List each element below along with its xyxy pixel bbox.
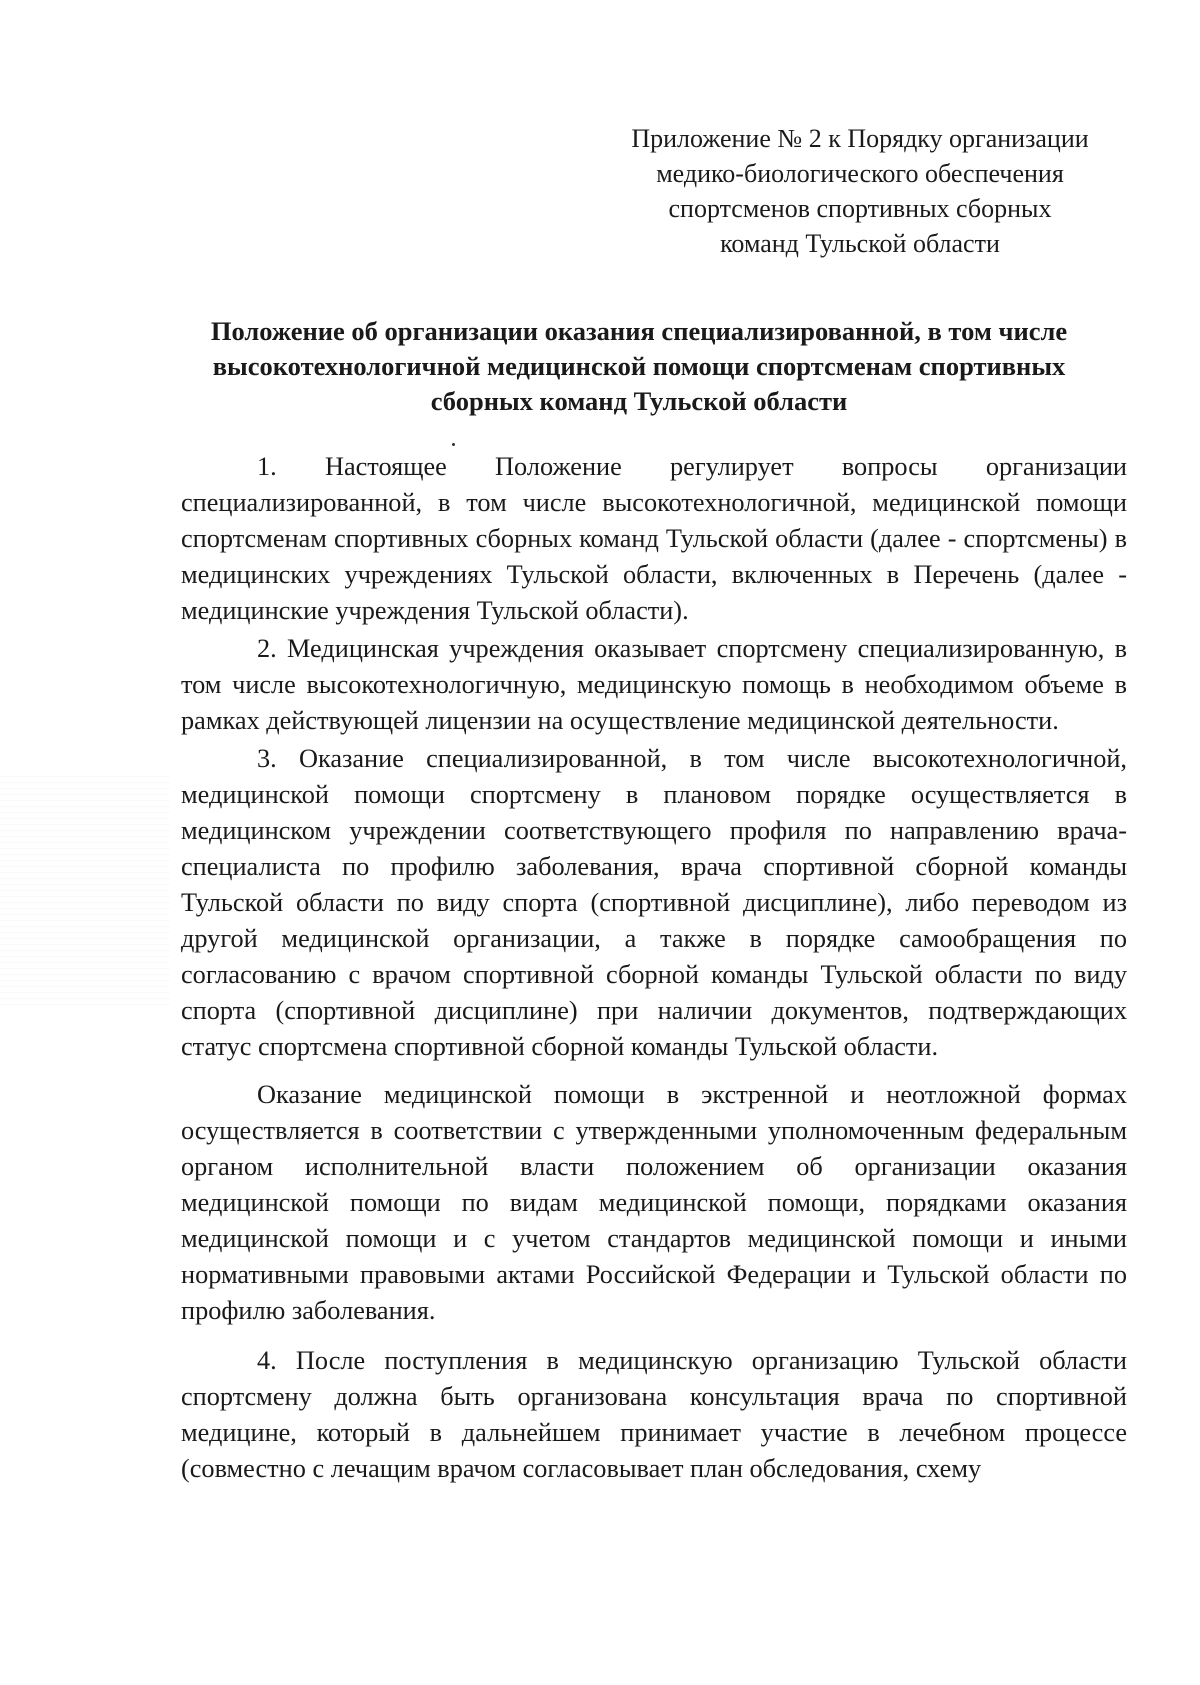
title-line: сборных команд Тульской области bbox=[430, 386, 848, 416]
appendix-line: спортсменов спортивных сборных bbox=[668, 194, 1052, 223]
document-body bbox=[181, 449, 1127, 1487]
appendix-header bbox=[600, 121, 1120, 261]
scan-speck bbox=[452, 443, 455, 446]
appendix-line: медико-биологического обеспечения bbox=[656, 159, 1064, 188]
appendix-line: Приложение № 2 к Порядку организации bbox=[631, 124, 1089, 153]
paragraph-2: 2. Медицинская учреждения оказывает спортсмену специализированную, в том числе высокотехнологичную, медицинскую помощь в необходимом объеме в рамках действующей лицензии на осуществление медицинской деятельности. bbox=[181, 634, 1127, 735]
scan-artifact bbox=[0, 775, 170, 1005]
paragraph-3-emergency: Оказание медицинской помощи в экстренной и неотложной формах осуществляется в соответствии с утвержденными уполномоченным федеральным органом исполнительной власти положением об организации оказания медицинской помощи по видам медицинской помощи, порядками оказания медицинской помощи и с учетом стандартов медицинской помощи и иными нормативными правовыми актами Российской Федерации и Тульской области по профилю заболевания. bbox=[181, 1080, 1127, 1325]
title-line: высокотехнологичной медицинской помощи спортсменам спортивных bbox=[212, 351, 1066, 381]
paragraph-1: 1. Настоящее Положение регулирует вопросы организации специализированной, в том числе высокотехнологичной, медицинской помощи спортсменам спортивных сборных команд Тульской области (далее - спортсмены) в медицинских учреждениях Тульской области, включенных в Перечень (далее - медицинские учреждения Тульской области). bbox=[181, 452, 1127, 625]
paragraph-4: 4. После поступления в медицинскую организацию Тульской области спортсмену должна быть организована консультация врача по спортивной медицине, который в дальнейшем принимает участие в лечебном процессе (совместно с лечащим врачом согласовывает план обследования, схему bbox=[181, 1346, 1127, 1483]
title-line: Положение об организации оказания специализированной, в том числе bbox=[210, 316, 1068, 346]
paragraph-3: 3. Оказание специализированной, в том числе высокотехнологичной, медицинской помощи спортсмену в плановом порядке осуществляется в медицинском учреждении соответствующего профиля по направлению врача-специалиста по профилю заболевания, врача спортивной сборной команды Тульской области по виду спорта (спортивной дисциплине), либо переводом из другой медицинской организации, а также в порядке самообращения по согласованию с врачом спортивной сборной команды Тульской области по виду спорта (спортивной дисциплине) при наличии документов, подтверждающих статус спортсмена спортивной сборной команды Тульской области. bbox=[181, 744, 1127, 1061]
appendix-line: команд Тульской области bbox=[720, 229, 1000, 258]
document-title bbox=[160, 314, 1118, 419]
